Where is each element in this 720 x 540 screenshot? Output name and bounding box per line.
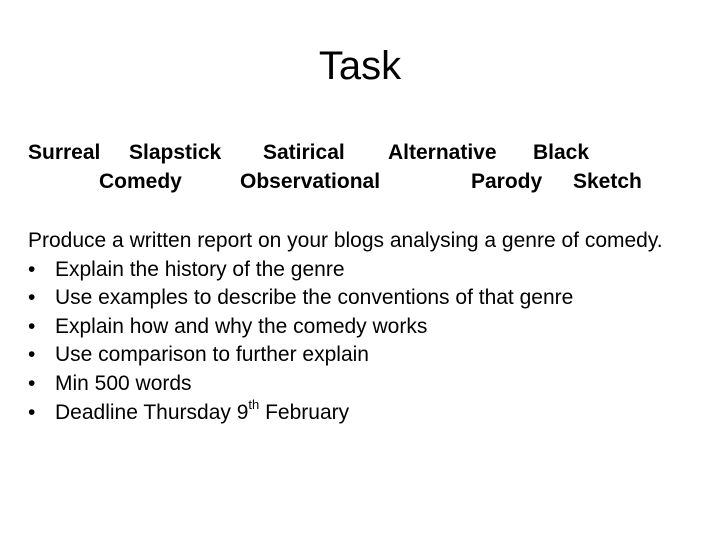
deadline-prefix: Deadline Thursday 9 — [55, 400, 249, 424]
genre-alternative: Alternative — [388, 141, 497, 164]
genre-observational: Observational — [240, 170, 381, 193]
genre-surreal: Surreal — [28, 141, 101, 164]
bullet-item — [28, 370, 708, 399]
bullet-icon: • — [28, 371, 36, 395]
slide-title: Task — [318, 44, 402, 88]
genre-slapstick: Slapstick — [129, 141, 222, 164]
bullet-text: Min 500 words — [55, 371, 192, 395]
bullet-text: Use comparison to further explain — [55, 343, 369, 367]
bullet-item-deadline — [28, 396, 708, 428]
bullet-item — [28, 341, 708, 370]
task-intro: Produce a written report on your blogs analysing a genre of comedy. — [28, 229, 663, 252]
bullet-text: Explain the history of the genre — [55, 257, 345, 281]
bullet-text: Use examples to describe the conventions of that genre — [55, 286, 574, 310]
bullet-icon: • — [28, 257, 36, 281]
bullet-icon: • — [28, 314, 36, 338]
genre-sketch: Sketch — [573, 170, 642, 193]
task-body — [28, 227, 708, 427]
bullet-icon: • — [28, 343, 36, 367]
bullet-item — [28, 313, 708, 342]
genre-comedy: Comedy — [99, 170, 182, 193]
bullet-item — [28, 256, 708, 285]
deadline-text — [55, 396, 350, 424]
bullet-text: Explain how and why the comedy works — [55, 314, 428, 338]
bullet-item — [28, 284, 708, 313]
task-bullet-list — [28, 256, 708, 428]
genre-parody: Parody — [471, 170, 543, 193]
deadline-rest: February — [259, 400, 350, 424]
genre-black: Black — [533, 141, 590, 164]
bullet-icon: • — [28, 400, 36, 424]
bullet-icon: • — [28, 286, 36, 310]
genre-satirical: Satirical — [263, 141, 345, 164]
deadline-ordinal-suffix: th — [248, 396, 260, 412]
